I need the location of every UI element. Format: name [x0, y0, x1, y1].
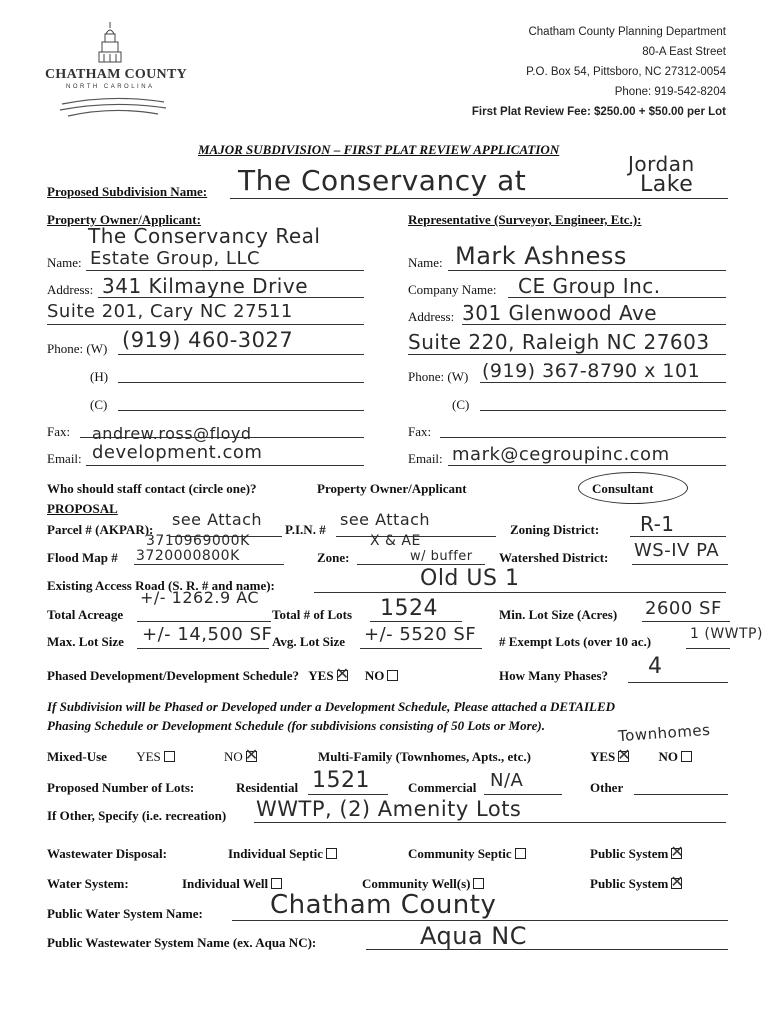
rep-address-value-1[interactable]: 301 Glenwood Ave	[462, 301, 658, 325]
owner-address-value-1[interactable]: 341 Kilmayne Drive	[102, 274, 308, 298]
mixed-yes-label: YES	[136, 749, 161, 764]
rep-email-value[interactable]: mark@cegroupinc.com	[452, 444, 670, 465]
phased-yes-label: YES	[308, 668, 334, 683]
ind-well-label: Individual Well	[182, 876, 269, 891]
rep-phone-c-label: (C)	[452, 397, 470, 412]
comm-septic-checkbox[interactable]	[515, 848, 526, 859]
avglot-label: Avg. Lot Size	[272, 634, 346, 649]
flood-line	[134, 564, 284, 565]
commercial-value[interactable]: N/A	[490, 770, 524, 791]
other-specify-label: If Other, Specify (i.e. recreation)	[47, 808, 227, 823]
owner-phone-w-value[interactable]: (919) 460-3027	[122, 328, 294, 352]
flood-value-1[interactable]: 3710969000K	[146, 533, 250, 549]
ww-public-option	[590, 846, 682, 862]
proposal-heading: PROPOSAL	[47, 501, 118, 516]
maxlot-value[interactable]: +/- 14,500 SF	[142, 624, 273, 645]
proposed-name-line	[230, 198, 728, 199]
maxlot-label: Max. Lot Size	[47, 634, 124, 649]
proposed-name-value[interactable]: The Conservancy at	[238, 164, 527, 197]
phased-no-label: NO	[364, 668, 385, 683]
dept-pobox: P.O. Box 54, Pittsboro, NC 27312-0054	[526, 66, 726, 78]
zone-value-2[interactable]: w/ buffer	[410, 549, 473, 564]
residential-label: Residential	[236, 780, 299, 795]
flood-value-2[interactable]: 3720000800K	[136, 548, 240, 564]
rep-address-line-2	[408, 354, 726, 355]
zone-value-1[interactable]: X & AE	[370, 533, 421, 549]
acreage-line	[137, 621, 271, 622]
other-label: Other	[590, 780, 624, 795]
flood-label: Flood Map #	[47, 550, 118, 565]
exempt-line	[686, 648, 730, 649]
phasing-note-1: If Subdivision will be Phased or Developed under a Development Schedule, Please attached a DETAILED	[47, 699, 616, 714]
contact-question: Who should staff contact (circle one)?	[47, 481, 257, 496]
mixed-no-label: NO	[224, 749, 243, 764]
minlot-value[interactable]: 2600 SF	[645, 598, 722, 619]
comm-well-checkbox[interactable]	[473, 878, 484, 889]
other-specify-line	[254, 822, 726, 823]
phasing-note-2: Phasing Schedule or Development Schedule (for subdivisions consisting of 50 Lots or More).	[47, 718, 545, 733]
watershed-line	[632, 564, 728, 565]
rep-phone-c-line[interactable]	[480, 410, 726, 411]
mixed-use-label: Mixed-Use	[47, 749, 107, 764]
dept-name: Chatham County Planning Department	[528, 26, 726, 38]
rep-name-line	[448, 270, 726, 271]
access-label: Existing Access Road (S. R. # and name):	[47, 578, 275, 593]
rep-phone-w-line	[480, 382, 726, 383]
comm-well-label: Community Well(s)	[362, 876, 471, 891]
mixed-use-row	[47, 749, 257, 765]
owner-address-value-2[interactable]: Suite 201, Cary NC 27511	[47, 301, 293, 322]
rep-fax-label: Fax:	[408, 424, 432, 439]
rep-email-line	[448, 465, 726, 466]
courthouse-icon	[97, 22, 123, 64]
phased-row	[47, 668, 398, 684]
zone-line	[357, 564, 485, 565]
rep-name-label: Name:	[408, 255, 443, 270]
num-lots-label: Proposed Number of Lots:	[47, 780, 195, 795]
multi-yes-label: YES	[590, 749, 616, 764]
minlot-line	[642, 621, 730, 622]
phases-line	[628, 682, 728, 683]
lots-value[interactable]: 1524	[380, 596, 438, 621]
review-fee: First Plat Review Fee: $250.00 + $50.00 per Lot	[471, 106, 726, 118]
ind-well-checkbox[interactable]	[271, 878, 282, 889]
rep-email-label: Email:	[408, 451, 443, 466]
zoning-line	[630, 536, 726, 537]
rep-address-label: Address:	[408, 309, 455, 324]
parcel-label: Parcel # (AKPAR):	[47, 522, 154, 537]
owner-phone-w-line	[118, 354, 364, 355]
zone-label: Zone:	[317, 550, 350, 565]
rep-fax-line[interactable]	[440, 437, 726, 438]
form-title: MAJOR SUBDIVISION – FIRST PLAT REVIEW APPLICATION	[198, 142, 560, 157]
owner-email-value-1[interactable]: andrew.ross@floyd	[92, 424, 252, 443]
owner-phone-w-label: Phone: (W)	[47, 341, 108, 356]
logo-name: CHATHAM COUNTY	[45, 67, 187, 82]
phases-value[interactable]: 4	[648, 654, 663, 679]
townhomes-note[interactable]: Townhomes	[617, 720, 711, 746]
water-public-checkbox[interactable]	[671, 878, 682, 889]
minlot-label: Min. Lot Size (Acres)	[499, 607, 618, 622]
rep-heading: Representative (Surveyor, Engineer, Etc.):	[408, 212, 642, 227]
proposed-name-value-2[interactable]: Jordan	[628, 152, 695, 176]
owner-fax-label: Fax:	[47, 424, 71, 439]
exempt-label: # Exempt Lots (over 10 ac.)	[499, 634, 652, 649]
county-logo	[40, 22, 190, 122]
owner-name-label: Name:	[47, 255, 82, 270]
owner-address-label: Address:	[47, 282, 94, 297]
watershed-value[interactable]: WS-IV PA	[634, 540, 720, 561]
owner-email-line	[86, 465, 364, 466]
phases-label: How Many Phases?	[499, 668, 609, 683]
owner-name-value-1[interactable]: The Conservancy Real	[88, 224, 321, 248]
owner-phone-h-line[interactable]	[118, 382, 364, 383]
logo-swoosh	[58, 92, 168, 120]
rep-phone-w-label: Phone: (W)	[408, 369, 469, 384]
water-label: Water System:	[47, 876, 129, 891]
residential-value[interactable]: 1521	[312, 768, 370, 793]
multi-family-label: Multi-Family (Townhomes, Apts., etc.)	[318, 749, 531, 764]
access-value[interactable]: Old US 1	[420, 566, 520, 591]
ww-public-checkbox[interactable]	[671, 848, 682, 859]
ind-well-option	[182, 876, 282, 892]
owner-phone-h-label: (H)	[90, 369, 109, 384]
avglot-line	[360, 648, 482, 649]
consultant-circle	[578, 472, 688, 504]
maxlot-line	[137, 648, 269, 649]
avglot-value[interactable]: +/- 5520 SF	[364, 624, 477, 645]
exempt-value[interactable]: 1 (WWTP)	[690, 626, 763, 642]
water-public-option	[590, 876, 682, 892]
owner-address-line-2	[47, 324, 364, 325]
ind-septic-option	[228, 846, 337, 862]
lots-label: Total # of Lots	[272, 607, 353, 622]
logo-subtitle: NORTH CAROLINA	[66, 84, 155, 90]
rep-company-value[interactable]: CE Group Inc.	[518, 274, 661, 298]
phased-no-checkbox[interactable]	[387, 670, 398, 681]
acreage-label: Total Acreage	[47, 607, 124, 622]
access-line	[314, 592, 726, 593]
owner-phone-c-line[interactable]	[118, 410, 364, 411]
zoning-label: Zoning District:	[510, 522, 600, 537]
multi-yes-checkbox[interactable]	[618, 751, 629, 762]
other-line[interactable]	[634, 794, 728, 795]
pin-value[interactable]: see Attach	[340, 510, 431, 529]
mixed-no-checkbox[interactable]	[246, 751, 257, 762]
rep-name-value[interactable]: Mark Ashness	[455, 242, 627, 270]
dept-street: 80-A East Street	[642, 46, 726, 58]
ww-public-label: Public System	[590, 846, 669, 861]
parcel-value[interactable]: see Attach	[172, 510, 263, 529]
mixed-yes-checkbox[interactable]	[164, 751, 175, 762]
contact-consultant-option[interactable]: Consultant	[592, 481, 654, 496]
owner-email-label: Email:	[47, 451, 82, 466]
owner-email-value-2[interactable]: development.com	[92, 442, 263, 463]
proposed-name-value-3[interactable]: Lake	[640, 172, 694, 197]
owner-name-value-2[interactable]: Estate Group, LLC	[90, 248, 261, 269]
owner-heading: Property Owner/Applicant:	[47, 212, 201, 227]
phased-label: Phased Development/Development Schedule?	[47, 668, 300, 683]
pub-ww-value[interactable]: Aqua NC	[420, 922, 527, 950]
comm-septic-label: Community Septic	[408, 846, 512, 861]
wastewater-label: Wastewater Disposal:	[47, 846, 168, 861]
pub-ww-label: Public Wastewater System Name (ex. Aqua NC):	[47, 935, 317, 950]
pub-water-value[interactable]: Chatham County	[270, 890, 497, 920]
pin-label: P.I.N. #	[285, 522, 326, 537]
multi-family-options	[590, 749, 692, 765]
ind-septic-checkbox[interactable]	[326, 848, 337, 859]
ind-septic-label: Individual Septic	[228, 846, 324, 861]
contact-owner-option[interactable]: Property Owner/Applicant	[317, 481, 467, 496]
acreage-value[interactable]: +/- 1262.9 AC	[140, 588, 260, 607]
commercial-label: Commercial	[408, 780, 477, 795]
water-public-label: Public System	[590, 876, 669, 891]
owner-name-line	[86, 270, 364, 271]
dept-phone: Phone: 919-542-8204	[614, 86, 726, 98]
phased-yes-checkbox[interactable]	[337, 670, 348, 681]
rep-company-label: Company Name:	[408, 282, 497, 297]
rep-phone-w-value[interactable]: (919) 367-8790 x 101	[482, 360, 701, 382]
commercial-line	[484, 794, 562, 795]
pub-water-line	[232, 920, 728, 921]
residential-line	[308, 794, 388, 795]
multi-no-checkbox[interactable]	[681, 751, 692, 762]
pub-water-label: Public Water System Name:	[47, 906, 203, 921]
rep-address-value-2[interactable]: Suite 220, Raleigh NC 27603	[408, 330, 710, 354]
proposed-name-label: Proposed Subdivision Name:	[47, 184, 208, 199]
zoning-value[interactable]: R-1	[640, 512, 675, 536]
watershed-label: Watershed District:	[499, 550, 609, 565]
multi-no-label: NO	[658, 749, 679, 764]
comm-septic-option	[408, 846, 526, 862]
lots-line	[370, 621, 462, 622]
other-specify-value[interactable]: WWTP, (2) Amenity Lots	[256, 797, 522, 821]
owner-phone-c-label: (C)	[90, 397, 108, 412]
